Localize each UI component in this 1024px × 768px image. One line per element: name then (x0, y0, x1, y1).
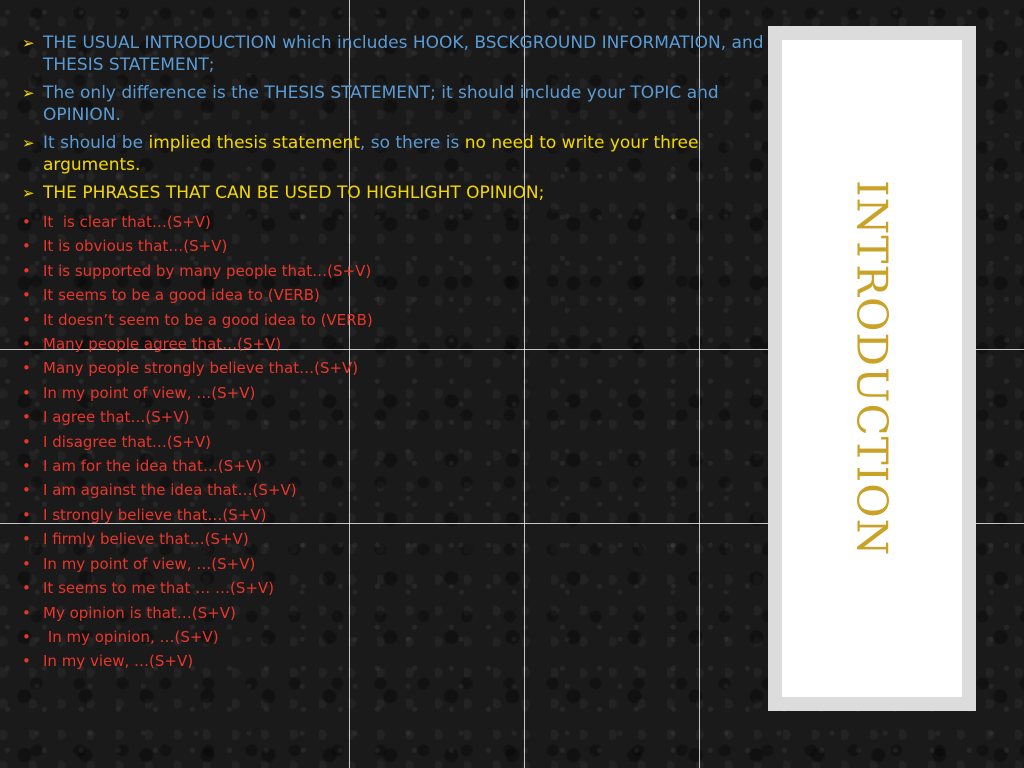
phrase-item (22, 259, 792, 283)
bullet-text-segment: It should be (43, 133, 149, 153)
dot-bullet-icon: • (22, 627, 31, 646)
title-panel-inner (782, 40, 962, 697)
phrase-text: In my point of view, …(S+V) (43, 554, 256, 573)
dot-bullet-icon: • (22, 432, 31, 451)
arrow-bullet-icon: ➢ (22, 84, 35, 102)
dot-bullet-icon: • (22, 481, 31, 500)
phrase-text: Many people strongly believe that…(S+V) (43, 359, 359, 378)
phrase-text: It seems to be a good idea to (VERB) (43, 286, 320, 305)
phrase-text: I agree that…(S+V) (43, 408, 190, 427)
phrase-item (22, 454, 792, 478)
arrow-bullet-icon: ➢ (22, 34, 35, 52)
phrase-text: In my point of view, …(S+V) (43, 383, 256, 402)
phrase-item (22, 527, 792, 551)
phrase-text: It seems to me that … …(S+V) (43, 579, 275, 598)
title-panel (768, 26, 976, 711)
dot-bullet-icon: • (22, 335, 31, 354)
phrase-list (22, 210, 792, 674)
phrase-item (22, 503, 792, 527)
dot-bullet-icon: • (22, 261, 31, 280)
phrase-text: My opinion is that…(S+V) (43, 603, 236, 622)
dot-bullet-icon: • (22, 554, 31, 573)
phrase-item (22, 430, 792, 454)
phrase-text: It doesn’t seem to be a good idea to (VERB) (43, 310, 373, 329)
phrase-text: In my view, …(S+V) (43, 652, 194, 671)
dot-bullet-icon: • (22, 383, 31, 402)
dot-bullet-icon: • (22, 457, 31, 476)
bullet-text-segment: , so there is (359, 133, 465, 153)
dot-bullet-icon: • (22, 505, 31, 524)
phrase-item (22, 625, 792, 649)
phrase-item (22, 649, 792, 673)
phrase-text: I am for the idea that…(S+V) (43, 457, 262, 476)
phrase-item (22, 234, 792, 258)
phrase-item (22, 381, 792, 405)
phrase-text: I strongly believe that…(S+V) (43, 505, 267, 524)
bullet-text-segment: implied thesis statement (148, 133, 360, 153)
phrase-item (22, 356, 792, 380)
main-bullet-item (22, 182, 792, 204)
dot-bullet-icon: • (22, 310, 31, 329)
slide-title: INTRODUCTION (847, 180, 897, 557)
main-bullet-item (22, 82, 792, 126)
dot-bullet-icon: • (22, 286, 31, 305)
dot-bullet-icon: • (22, 237, 31, 256)
main-bullet-item (22, 32, 792, 76)
main-bullet-list (22, 32, 792, 204)
phrase-item (22, 576, 792, 600)
bullet-text-segment: no need to write your three arguments. (43, 133, 699, 175)
dot-bullet-icon: • (22, 603, 31, 622)
main-bullet-item (22, 132, 792, 176)
dot-bullet-icon: • (22, 579, 31, 598)
phrase-item (22, 283, 792, 307)
phrase-text: It is clear that…(S+V) (43, 213, 211, 231)
slide-content (22, 32, 792, 674)
dot-bullet-icon: • (22, 652, 31, 671)
arrow-bullet-icon: ➢ (22, 134, 35, 152)
phrase-item (22, 478, 792, 502)
phrase-text: I firmly believe that…(S+V) (43, 530, 249, 549)
dot-bullet-icon: • (22, 408, 31, 427)
phrase-item (22, 405, 792, 429)
dot-bullet-icon: • (22, 359, 31, 378)
phrase-text: Many people agree that…(S+V) (43, 335, 282, 354)
phrase-text: It is obvious that…(S+V) (43, 237, 228, 256)
phrase-item (22, 210, 792, 234)
bullet-text-segment: The only difference is the THESIS STATEMENT; it should include your TOPIC and OPINION. (43, 83, 719, 125)
phrase-text: It is supported by many people that…(S+V) (43, 261, 372, 280)
dot-bullet-icon: • (22, 213, 31, 231)
phrase-text: I am against the idea that…(S+V) (43, 481, 297, 500)
bullet-text-segment: THE PHRASES THAT CAN BE USED TO HIGHLIGHT OPINION; (43, 183, 545, 203)
phrase-text: I disagree that…(S+V) (43, 432, 211, 451)
phrase-item (22, 552, 792, 576)
dot-bullet-icon: • (22, 530, 31, 549)
phrase-text: In my opinion, …(S+V) (43, 627, 219, 646)
phrase-item (22, 308, 792, 332)
phrase-item (22, 332, 792, 356)
phrase-item (22, 601, 792, 625)
arrow-bullet-icon: ➢ (22, 184, 35, 202)
bullet-text-segment: THE USUAL INTRODUCTION which includes HOOK, BSCKGROUND INFORMATION, and THESIS STATEMENT; (43, 33, 764, 75)
